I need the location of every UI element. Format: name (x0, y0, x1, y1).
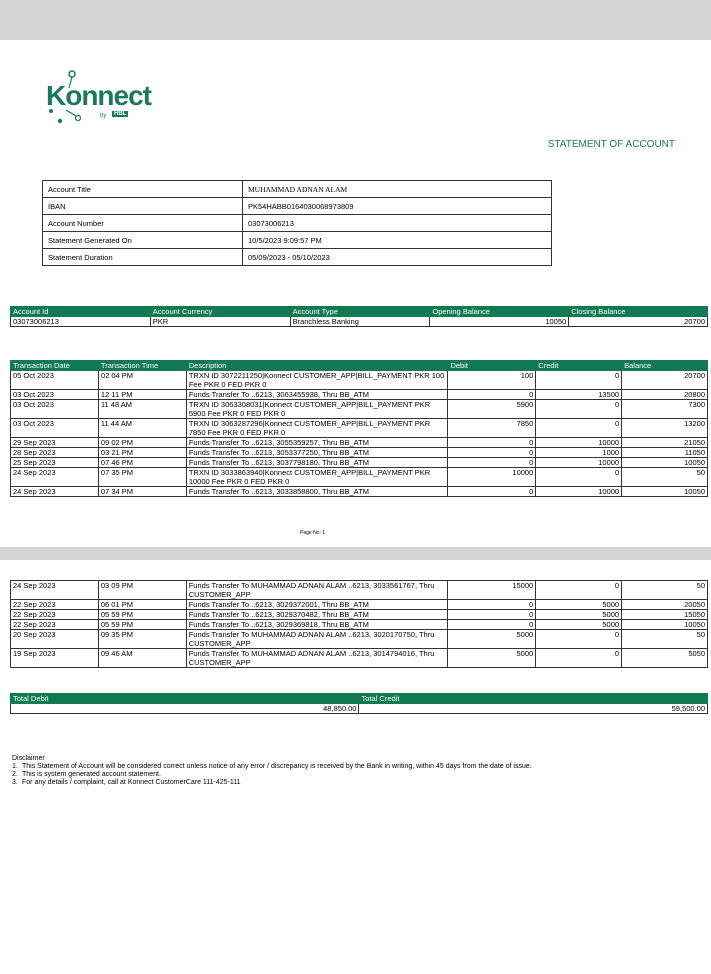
tx-balance: 50 (622, 468, 708, 487)
tx-description: Funds Transfer To MUHAMMAD ADNAN ALAM ..6213, 3033561767, Thru CUSTOMER_APP (186, 581, 448, 600)
tx-time: 09 35 PM (98, 630, 186, 649)
tx-debit: 15000 (448, 581, 536, 600)
tx-date: 03 Oct 2023 (11, 390, 99, 400)
summary-cell: 03073006213 (11, 317, 151, 327)
tx-date: 05 Oct 2023 (11, 371, 99, 390)
table-row (11, 610, 708, 620)
tx-credit: 0 (536, 400, 622, 419)
info-value: MUHAMMAD ADNAN ALAM (243, 181, 552, 198)
tx-time: 09 02 PM (98, 438, 186, 448)
tx-time: 07 34 PM (98, 487, 186, 497)
info-label: IBAN (43, 198, 243, 215)
tx-credit: 10000 (536, 487, 622, 497)
tx-credit: 10000 (536, 438, 622, 448)
disclaimer-num: 3. (12, 779, 18, 786)
tx-debit: 7850 (448, 419, 536, 438)
tx-time: 06 01 PM (98, 600, 186, 610)
total-credit-value: 59,500.00 (359, 704, 708, 714)
tx-description: Funds Transfer To ..6213, 3029369818, Thru BB_ATM (186, 620, 448, 630)
tx-date: 24 Sep 2023 (11, 581, 99, 600)
tx-description: Funds Transfer To ..6213, 3063455938, Thru BB_ATM (186, 390, 448, 400)
info-label: Account Title (43, 181, 243, 198)
transactions-table-page-1 (10, 360, 708, 497)
tx-description: TRXN ID 3063287296|Konnect CUSTOMER_APP|BILL_PAYMENT PKR 7850 Fee PKR 0 FED PKR 0 (186, 419, 448, 438)
disclaimer-list (12, 763, 532, 787)
tx-time: 11 48 AM (98, 400, 186, 419)
account-info-row (43, 181, 552, 198)
tx-credit: 10000 (536, 458, 622, 468)
tx-debit: 0 (448, 448, 536, 458)
summary-header: Closing Balance (569, 307, 708, 317)
tx-date: 22 Sep 2023 (11, 610, 99, 620)
tx-time: 07 46 PM (98, 458, 186, 468)
tx-balance: 10050 (622, 487, 708, 497)
tx-balance: 20700 (622, 371, 708, 390)
tx-date: 25 Sep 2023 (11, 458, 99, 468)
logo-by: by (100, 113, 107, 119)
disclaimer-num: 1. (12, 763, 18, 770)
tx-header: Debit (448, 361, 536, 371)
disclaimer-item (12, 779, 532, 787)
tx-time: 12 11 PM (98, 390, 186, 400)
tx-credit: 0 (536, 581, 622, 600)
summary-cell: PKR (150, 317, 290, 327)
tx-time: 05 59 PM (98, 620, 186, 630)
tx-header: Transaction Date (11, 361, 99, 371)
tx-credit: 0 (536, 468, 622, 487)
tx-credit: 1000 (536, 448, 622, 458)
info-label: Statement Duration (43, 249, 243, 266)
transactions-header-row (11, 361, 708, 371)
table-row (11, 400, 708, 419)
statement-title: STATEMENT OF ACCOUNT (547, 139, 675, 150)
info-value: 10/5/2023 9:09:57 PM (243, 232, 552, 249)
tx-description: Funds Transfer To ..6213, 3029372001, Thru BB_ATM (186, 600, 448, 610)
tx-description: Funds Transfer To ..6213, 3029370482, Thru BB_ATM (186, 610, 448, 620)
tx-time: 02 04 PM (98, 371, 186, 390)
konnect-logo (42, 66, 152, 126)
tx-credit: 13500 (536, 390, 622, 400)
tx-header: Credit (536, 361, 622, 371)
tx-debit: 5000 (448, 630, 536, 649)
info-label: Statement Generated On (43, 232, 243, 249)
info-label: Account Number (43, 215, 243, 232)
tx-credit: 5000 (536, 620, 622, 630)
summary-header: Account Currency (150, 307, 290, 317)
logo-hbl-badge: HBL (114, 111, 127, 117)
total-debit-label: Total Debit (11, 694, 359, 704)
tx-description: TRXN ID 3033863940|Konnect CUSTOMER_APP|BILL_PAYMENT PKR 10000 Fee PKR 0 FED PKR 0 (186, 468, 448, 487)
tx-balance: 11050 (622, 448, 708, 458)
summary-header: Opening Balance (430, 307, 569, 317)
summary-cell: Branchless Banking (290, 317, 430, 327)
disclaimer-text: For any details / complaint, call at Konnect CustomerCare 111-425-111 (22, 779, 241, 786)
info-value: 05/09/2023 - 05/10/2023 (243, 249, 552, 266)
statement-page-1 (0, 40, 711, 547)
tx-debit: 5000 (448, 649, 536, 668)
tx-description: TRXN ID 3063308031|Konnect CUSTOMER_APP|BILL_PAYMENT PKR 5900 Fee PKR 0 FED PKR 0 (186, 400, 448, 419)
tx-time: 09 46 AM (98, 649, 186, 668)
tx-date: 24 Sep 2023 (11, 468, 99, 487)
tx-balance: 15050 (622, 610, 708, 620)
tx-balance: 50 (622, 581, 708, 600)
disclaimer-text: This Statement of Account will be considered correct unless notice of any error / discrepancy is received by the Bank in writing, within 45 days from the date of issue. (22, 763, 532, 770)
disclaimer-num: 2. (12, 771, 18, 778)
totals-row (11, 704, 708, 714)
table-row (11, 448, 708, 458)
account-info-table (42, 180, 552, 266)
tx-debit: 0 (448, 600, 536, 610)
tx-debit: 0 (448, 610, 536, 620)
tx-date: 29 Sep 2023 (11, 438, 99, 448)
tx-credit: 5000 (536, 600, 622, 610)
logo-text: Konnect (46, 80, 151, 111)
tx-debit: 0 (448, 458, 536, 468)
tx-header: Transaction Time (98, 361, 186, 371)
account-info-row (43, 232, 552, 249)
tx-debit: 10000 (448, 468, 536, 487)
tx-debit: 0 (448, 620, 536, 630)
table-row (11, 371, 708, 390)
summary-cell: 10050 (430, 317, 569, 327)
tx-date: 03 Oct 2023 (11, 419, 99, 438)
tx-description: TRXN ID 3072211250|Konnect CUSTOMER_APP|BILL_PAYMENT PKR 100 Fee PKR 0 FED PKR 0 (186, 371, 448, 390)
tx-time: 05 59 PM (98, 610, 186, 620)
table-row (11, 419, 708, 438)
tx-description: Funds Transfer To ..6213, 3055359257, Thru BB_ATM (186, 438, 448, 448)
total-credit-label: Total Credit (359, 694, 708, 704)
transactions-body (11, 371, 708, 497)
transactions-body (11, 581, 708, 668)
summary-cell: 20700 (569, 317, 708, 327)
disclaimer-item (12, 771, 532, 779)
info-value: PK54HABB0164030068973809 (243, 198, 552, 215)
disclaimer-text: This is system generated account statement. (22, 771, 161, 778)
table-row (11, 438, 708, 448)
tx-balance: 21050 (622, 438, 708, 448)
tx-time: 03 21 PM (98, 448, 186, 458)
tx-date: 22 Sep 2023 (11, 620, 99, 630)
summary-row (11, 317, 708, 327)
tx-time: 03 09 PM (98, 581, 186, 600)
tx-description: Funds Transfer To ..6213, 3033858800, Thru BB_ATM (186, 487, 448, 497)
summary-header-row (11, 307, 708, 317)
tx-date: 03 Oct 2023 (11, 400, 99, 419)
table-row (11, 620, 708, 630)
tx-header: Balance (622, 361, 708, 371)
tx-header: Description (186, 361, 448, 371)
summary-header: Account Type (290, 307, 430, 317)
tx-balance: 50 (622, 630, 708, 649)
table-row (11, 600, 708, 610)
total-debit-value: 48,850.00 (11, 704, 359, 714)
tx-balance: 7300 (622, 400, 708, 419)
tx-date: 24 Sep 2023 (11, 487, 99, 497)
totals-header-row (11, 694, 708, 704)
tx-credit: 5000 (536, 610, 622, 620)
tx-description: Funds Transfer To ..6213, 3053377250, Thru BB_ATM (186, 448, 448, 458)
account-info-row (43, 249, 552, 266)
tx-credit: 0 (536, 630, 622, 649)
account-info-row (43, 198, 552, 215)
tx-credit: 0 (536, 649, 622, 668)
tx-balance: 20050 (622, 600, 708, 610)
table-row (11, 458, 708, 468)
account-summary-table (10, 306, 708, 327)
tx-debit: 0 (448, 487, 536, 497)
table-row (11, 468, 708, 487)
table-row (11, 390, 708, 400)
table-row (11, 649, 708, 668)
tx-balance: 5050 (622, 649, 708, 668)
tx-date: 19 Sep 2023 (11, 649, 99, 668)
statement-page-2 (0, 560, 711, 974)
tx-debit: 0 (448, 390, 536, 400)
page-number: Page No: 1 (300, 530, 326, 536)
tx-description: Funds Transfer To ..6213, 3037798180, Thru BB_ATM (186, 458, 448, 468)
tx-debit: 100 (448, 371, 536, 390)
tx-time: 07 35 PM (98, 468, 186, 487)
account-info-row (43, 215, 552, 232)
tx-balance: 10050 (622, 458, 708, 468)
tx-date: 28 Sep 2023 (11, 448, 99, 458)
tx-credit: 0 (536, 419, 622, 438)
tx-description: Funds Transfer To MUHAMMAD ADNAN ALAM ..6213, 3014794016, Thru CUSTOMER_APP (186, 649, 448, 668)
tx-description: Funds Transfer To MUHAMMAD ADNAN ALAM ..6213, 3020170750, Thru CUSTOMER_APP (186, 630, 448, 649)
tx-debit: 0 (448, 438, 536, 448)
disclaimer-item (12, 763, 532, 771)
tx-balance: 10050 (622, 620, 708, 630)
tx-date: 22 Sep 2023 (11, 600, 99, 610)
table-row (11, 581, 708, 600)
table-row (11, 630, 708, 649)
info-value: 03073006213 (243, 215, 552, 232)
tx-date: 20 Sep 2023 (11, 630, 99, 649)
transactions-table-page-2 (10, 580, 708, 668)
tx-debit: 5900 (448, 400, 536, 419)
table-row (11, 487, 708, 497)
summary-header: Account Id (11, 307, 151, 317)
tx-balance: 20800 (622, 390, 708, 400)
tx-balance: 13200 (622, 419, 708, 438)
tx-time: 11 44 AM (98, 419, 186, 438)
totals-table (10, 693, 708, 714)
tx-credit: 0 (536, 371, 622, 390)
disclaimer-title: Disclaimer (12, 755, 45, 762)
disclaimer (12, 755, 532, 787)
